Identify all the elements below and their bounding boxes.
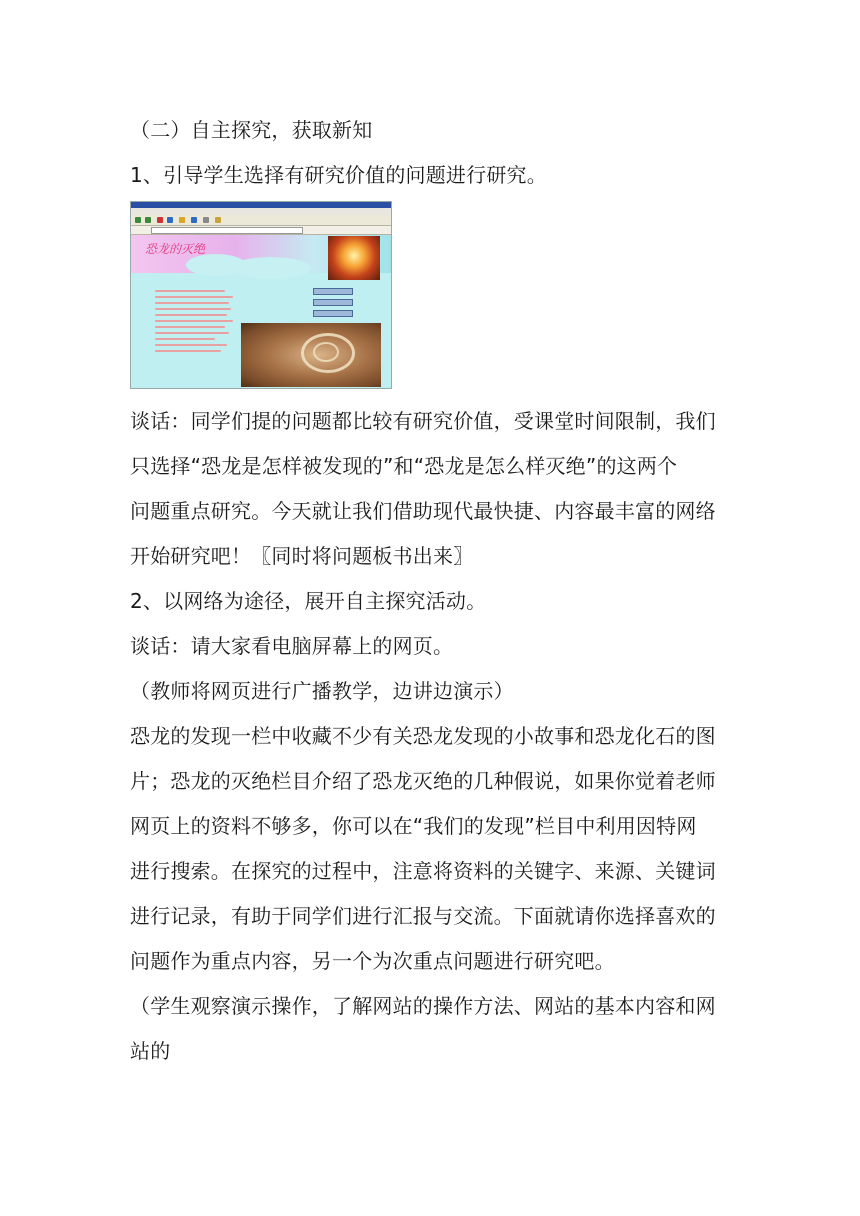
talk-1-line-3: 问题重点研究。今天就让我们借助现代最快捷、内容最丰富的网络: [130, 499, 716, 523]
fire-image: [328, 236, 380, 280]
paragraph-line-2: 片；恐龙的灭绝栏目介绍了恐龙灭绝的几种假说，如果你觉着老师: [130, 769, 716, 793]
talk-1-line-1: 谈话：同学们提的问题都比较有研究价值，受课堂时间限制，我们: [130, 409, 716, 433]
webpage-nav-links: [313, 284, 353, 321]
talk-1-line-4: 开始研究吧！〖同时将问题板书出来〗: [130, 544, 474, 568]
step-1: 1、引导学生选择有研究价值的问题进行研究。: [130, 163, 547, 187]
paragraph-line-1: 恐龙的发现一栏中收藏不少有关恐龙发现的小故事和恐龙化石的图: [130, 724, 716, 748]
paragraph-line-6: 问题作为重点内容，另一个为次重点问题进行研究吧。: [130, 949, 615, 973]
browser-address-bar: [131, 226, 391, 235]
note-2-line-1: （学生观察演示操作，了解网站的操作方法、网站的基本内容和网: [130, 994, 716, 1018]
embedded-webpage-screenshot: [130, 201, 392, 389]
browser-toolbar: [131, 215, 391, 226]
webpage-logo: 恐龙的灭绝: [145, 242, 206, 256]
browser-menubar: [131, 208, 391, 215]
note-2-line-2: 站的: [130, 1039, 171, 1063]
paragraph-line-3: 网页上的资料不够多，你可以在“我们的发现”栏目中利用因特网: [130, 814, 697, 838]
paragraph-line-4: 进行搜索。在探究的过程中，注意将资料的关键字、来源、关键词: [130, 859, 716, 883]
section-heading: （二）自主探究，获取新知: [130, 118, 373, 142]
paragraph-line-5: 进行记录，有助于同学们进行汇报与交流。下面就请你选择喜欢的: [130, 904, 716, 928]
webpage-side-text: [155, 286, 235, 356]
note-1: （教师将网页进行广播教学，边讲边演示）: [130, 679, 514, 703]
talk-2: 谈话：请大家看电脑屏幕上的网页。: [130, 634, 454, 658]
step-2: 2、以网络为途径，展开自主探究活动。: [130, 589, 487, 613]
talk-1-line-2: 只选择“恐龙是怎样被发现的”和“恐龙是怎么样灭绝”的这两个: [130, 454, 678, 478]
